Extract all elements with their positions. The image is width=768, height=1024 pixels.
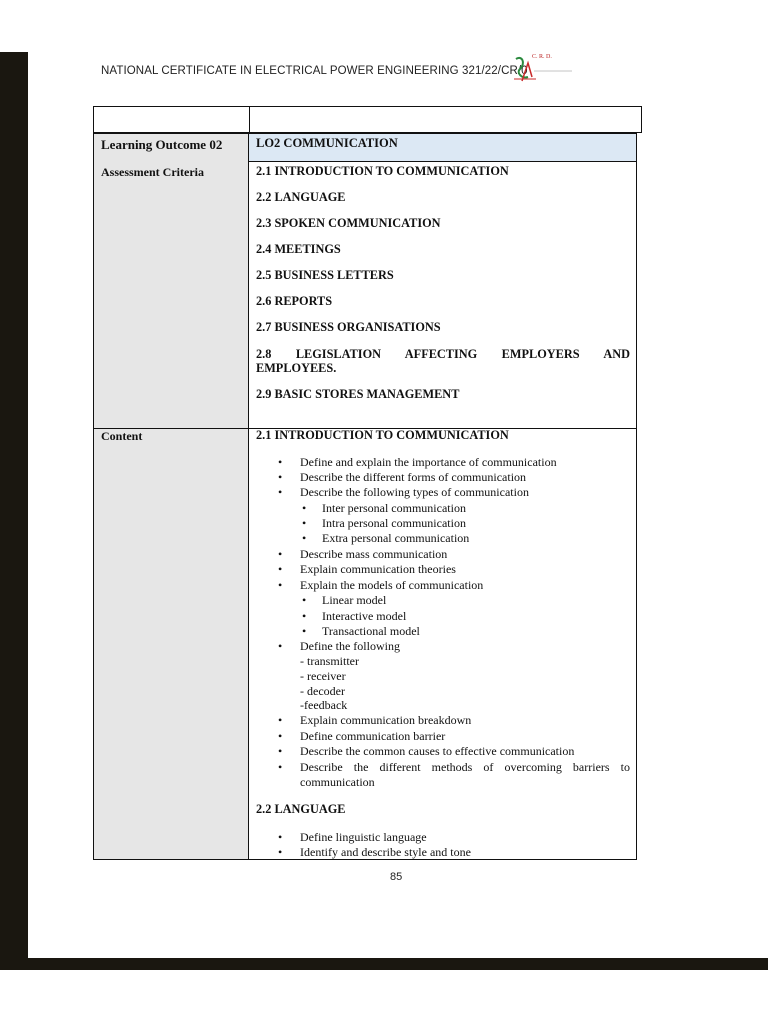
content-list-item: • Describe mass communication <box>278 547 448 561</box>
blank-table-row <box>93 106 642 133</box>
content-list-item: • Describe the common causes to effective communication <box>278 744 575 758</box>
content-sub-item: • Inter personal communication <box>302 501 466 515</box>
content-list-item: • Describe the following types of communication <box>278 485 529 499</box>
content-section-title: 2.2 LANGUAGE <box>256 802 346 816</box>
logo-lettering: C. R. D. <box>532 54 552 60</box>
assessment-label: Assessment Criteria <box>101 165 204 179</box>
criteria-item: 2.6 REPORTS <box>256 294 333 308</box>
criteria-item: 2.1 INTRODUCTION TO COMMUNICATION <box>256 164 509 178</box>
criteria-item: 2.7 BUSINESS ORGANISATIONS <box>256 320 441 334</box>
page-header-title: NATIONAL CERTIFICATE IN ELECTRICAL POWER ENGINEERING 321/22/CR/0 <box>101 65 528 77</box>
definition-term: - transmitter <box>300 654 359 668</box>
outcome-label: Learning Outcome 02 <box>101 137 223 152</box>
content-sub-item: • Intra personal communication <box>302 516 466 530</box>
criteria-item: 2.3 SPOKEN COMMUNICATION <box>256 216 441 230</box>
content-list-item: • Define communication barrier <box>278 729 446 743</box>
content-list-item: • Describe the different methods of overcoming barriers to <box>278 760 630 774</box>
content-list-item: • Explain communication breakdown <box>278 713 472 727</box>
criteria-item: 2.9 BASIC STORES MANAGEMENT <box>256 387 460 401</box>
content-sub-item: • Transactional model <box>302 624 420 638</box>
content-list-item: • Define linguistic language <box>278 830 427 844</box>
content-list-item-continuation: communication <box>300 775 375 789</box>
criteria-item-line1: 2.8 LEGISLATION AFFECTING EMPLOYERS AND <box>256 347 630 361</box>
criteria-item: 2.4 MEETINGS <box>256 242 341 256</box>
page-number: 85 <box>390 871 403 883</box>
outcome-value: LO2 COMMUNICATION <box>256 136 398 150</box>
content-list-item: • Explain communication theories <box>278 562 456 576</box>
criteria-item: 2.2 LANGUAGE <box>256 190 346 204</box>
label-column <box>94 134 249 859</box>
criteria-item-line2: EMPLOYEES. <box>256 361 337 375</box>
content-list-item: • Define and explain the importance of communication <box>278 455 557 469</box>
content-list-item: • Explain the models of communication <box>278 578 484 592</box>
left-border-bar <box>0 52 28 968</box>
criteria-item: 2.5 BUSINESS LETTERS <box>256 268 394 282</box>
definition-term: - receiver <box>300 669 346 683</box>
content-list-item: • Describe the different forms of communication <box>278 470 527 484</box>
content-label: Content <box>101 429 143 443</box>
content-sub-item: • Linear model <box>302 593 387 607</box>
definition-term: -feedback <box>300 698 348 712</box>
curriculum-table <box>93 133 637 860</box>
definition-term: - decoder <box>300 684 345 698</box>
content-section-title: 2.1 INTRODUCTION TO COMMUNICATION <box>256 428 509 442</box>
blank-row-divider <box>249 107 250 132</box>
content-list-item: • Identify and describe style and tone <box>278 845 471 859</box>
content-list-item: • Define the following <box>278 639 400 653</box>
content-sub-item: • Interactive model <box>302 609 407 623</box>
bottom-border-bar <box>0 958 768 970</box>
content-sub-item: • Extra personal communication <box>302 531 470 545</box>
